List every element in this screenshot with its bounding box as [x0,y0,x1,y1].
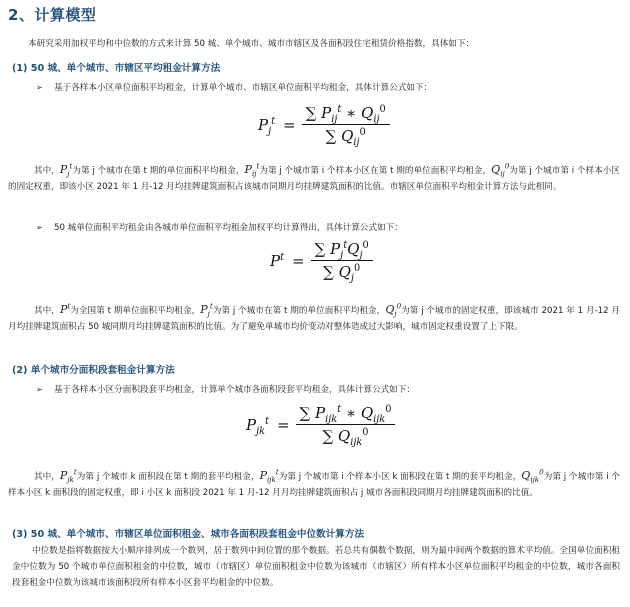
bullet-arrow-icon: ➢ [36,223,43,232]
bullet-arrow-icon: ➢ [36,83,43,92]
formula-area-segment-rent: $P_{jk}^t$ = $\frac{\sum P_{ijk}^t ∗ Q_{ijk}^0}{\sum Q_{ijk}^0}$ [246,404,395,445]
bullet-1-1 [36,80,620,96]
bullet-arrow-icon: ➢ [36,385,43,394]
explain-2-1: 其中，$P_{jk}^t$为第 j 个城市 k 面积段在第 t 期的套平均租金，$P_{ijk}^t$为第 j 个城市第 i 个样本小区 k 面积段在第 t 期的套平均租金，$Q_{ijk}^0$为第 j 个城市第 i 个样本小区 k 面积段的固定权重，即 i 小区 k 面积段 2021 年 1 月-12 月月均挂牌建筑面积占 j 城市各面积段同期月均挂牌建筑面积的比值。 [8,467,620,498]
explain-1-1: 其中，$P_j^t$为第 j 个城市在第 t 期的单位面积平均租金，$P_{ij}^t$为第 j 个城市第 i 个样本小区在第 t 期的单位面积平均租金，$Q_{ij}^0$为第 j 个城市第 i 个样本小区的固定权重，即该小区 2021 年 1 月-12 月均挂牌建筑面积占该城市同期月均挂牌建筑面积的比值。市辖区单位面积平均租金计算方法与此相同。 [8,161,620,192]
section-title: 2、计算模型 [8,6,97,24]
heading-section-2: (2) 单个城市分面积段套租金计算方法 [12,365,175,376]
bullet-1-1-text: 基于各样本小区单位面积平均租金，计算单个城市、市辖区单位面积平均租金，具体计算公式如下： [54,83,433,93]
bullet-2-1-text: 基于各样本小区分面积段套平均租金，计算单个城市各面积段套平均租金，具体计算公式如下： [54,385,415,395]
heading-section-1: (1) 50 城、单个城市、市辖区平均租金计算方法 [12,63,221,74]
explain-1-2: 其中，$P^t$为全国第 t 期单位面积平均租金，$P_j^t$为第 j 个城市在第 t 期的单位面积平均租金，$Q_j^0$为第 j 个城市的固定权重，即该城市 2021 年 1 月-12 月月均挂牌建筑面积占 50 城同期月均挂牌建筑面积的比值。为了避免单城市均价变动对整体造成过大影响，城市固定权重设置了上下限。 [8,301,620,332]
bullet-1-2 [36,220,620,236]
bullet-2-1 [36,382,620,398]
intro-paragraph: 本研究采用加权平均和中位数的方式来计算 50 城、单个城市、城市市辖区及各面积段住宅租赁价格指数，具体如下： [28,39,475,49]
median-paragraph: 中位数是指将数据按大小顺序排列成一个数列，居于数列中间位置的那个数据。若总共有偶数个数据，则为最中间两个数据的算术平均值。全国单位面积租金中位数为 50 个城市单位面积租金的中位数，城市（市辖区）单位面积租金中位数为该城市（市辖区）所有样本小区单位面积平均租金的中位数，城市各面积段套租金中位数为该城市该面积段所有样本小区套平均租金的中位数。 [12,546,620,588]
heading-section-3: (3) 50 城、单个城市、市辖区单位面积租金、城市各面积段套租金中位数计算方法 [12,529,365,540]
formula-national-avg-rent: $P^t$ = $\frac{\sum P_j^tQ_j^0}{\sum Q_j^0}$ [270,240,373,281]
bullet-1-2-text: 50 城单位面积平均租金由各城市单位面积平均租金加权平均计算得出，具体计算公式如下： [54,223,403,233]
formula-city-avg-rent: $P_j^t$ = $\frac{\sum P_{ij}^t ∗ Q_{ij}^0}{\sum Q_{ij}^0}$ [258,104,390,145]
